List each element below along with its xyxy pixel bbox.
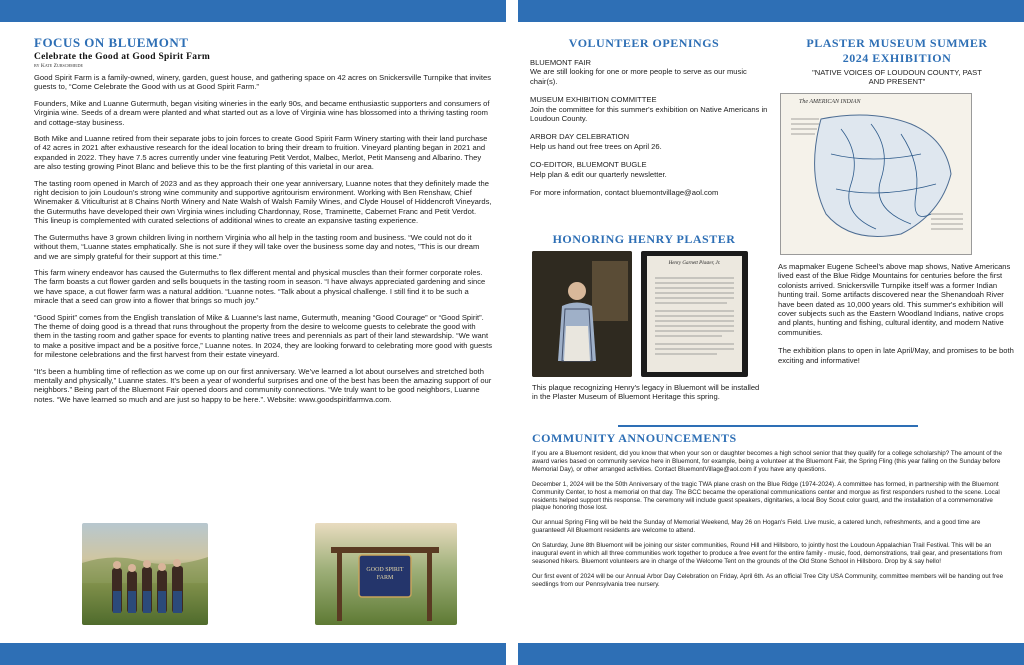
museum-paragraph: As mapmaker Eugene Scheel's above map shows, Native Americans lived east of the Blue Ridge Mountains for centuries before the first colonists arrived. Snickersville Turnpike itself was a former Indian hunting trail. Some artifacts discovered near the Shenandoah River have been dated as 10,000 years old. This summer's exhibition will cover subjects such as the Eastern Woodland Indians, native crops and plants, hunting and fishing, cultural identity, and modern Native communities.: [778, 262, 1011, 337]
map-title: The AMERICAN INDIAN: [799, 99, 861, 105]
sign-text-line: GOOD SPIRIT: [366, 567, 404, 573]
article-title: Celebrate the Good at Good Spirit Farm: [34, 52, 211, 62]
article-paragraph: “Good Spirit” comes from the English translation of Mike & Luanne’s last name, Gutermuth, meaning “Good Courage” or “Good Spirit”. The theme of doing good is a thread that runs throughout the property from the desire to welcome guests to celebrate the good with them in the tasting room and gather space for events to planting native trees and perennials as part of their land stewardship. “We want to make a positive impact and be a positive force,” Luanne notes. In 2024, they are looking forward to celebrating more good with guests for milestone celebrations and the first harvest from their estate vineyard.: [34, 312, 493, 360]
community-paragraph: On Saturday, June 8th Bluemont will be joining our sister communities, Round Hill and Hillsboro, to jointly host the Loudoun Appalachian Trail Festival. This will be an inaugural event in which all three communities work together to produce a free event for the entire family - music, food, demonstrations, trail gear, and presentations from seasoned hikers. Bluemont volunteers are in charge of the Welcome Tent on the grounds of the Old Stone School in Hillsboro. Drop by & say hello!: [532, 542, 1003, 565]
volunteer-item: [530, 160, 770, 179]
plaque-title: Henry Garnett Plaster, Jr.: [668, 261, 721, 266]
community-body: [532, 450, 1010, 589]
section-divider: [618, 425, 918, 427]
community-paragraph: December 1, 2024 will be the 50th Anniversary of the tragic TWA plane crash on the Blue Ridge (1974-2024). A committee has formed, in partnership with the Bluemont Community Center, to host a memorial on that day. The BCC became the operational communications center and morgue as first responders rushed to the scene. Local residents helped support this response. The ceremony will include guest speakers, dignitaries, a local Boy Scout color guard, and the installation of a commemorative plaque honoring those lost.: [532, 480, 1000, 512]
henry-plaster-photo: [532, 251, 632, 377]
top-bar-left: [0, 0, 506, 22]
volunteer-text: Help plan & edit our quarterly newsletter.: [530, 169, 667, 179]
volunteer-text: Join the committee for this summer's exhibition on Native Americans in Loudoun County.: [530, 104, 768, 124]
article-paragraph: Both Mike and Luanne retired from their separate jobs to join forces to create Good Spirit Farm Winery starting with their land purchase of 42 acres in 2021 after exhaustive research for the ideal location to bring their dream to fruition. Vineyard planting began in 2021 and expanded in 2022. They have 7.5 acres currently under vine featuring Petit Verdot, Malbec, Merlot, Petit Manseng and Albarino. They are also testing growing Pinot Blanc and believe this to be the first planting of this varietal in our area.: [34, 134, 488, 172]
plaque-text-lines: [647, 266, 742, 366]
bottom-bar-left: [0, 643, 506, 665]
left-page: [0, 0, 506, 665]
honoring-title: HONORING HENRY PLASTER: [552, 232, 736, 246]
museum-paragraph: The exhibition plans to open in late April/May, and promises to be both exciting and informative!: [778, 346, 1014, 365]
volunteer-heading: MUSEUM EXHIBITION COMMITTEE: [530, 95, 657, 105]
volunteer-heading: CO-EDITOR, BLUEMONT BUGLE: [530, 160, 647, 170]
museum-title-line2: 2024 EXHIBITION: [842, 51, 952, 65]
volunteer-title: VOLUNTEER OPENINGS: [568, 36, 720, 50]
article-paragraph: “It’s been a humbling time of reflection as we come up on our first anniversary. We’ve learned a lot about ourselves and stretched both mentally and physically,” Luanne states. It’s been a year of wonderful surprises and one of the best has been the amazing support of our neighbors.” Being part of the Bluemont Fair opened doors and community connections. “We truly want to be good neighbors, Luanne notes. “We have learned so much and are just so happy to be here.”. Website: www.goodspiritfarmva.com.: [34, 366, 492, 404]
volunteer-contact: For more information, contact bluemontvillage@aol.com: [530, 188, 719, 198]
article-paragraph: The Gutermuths have 3 grown children living in northern Virginia who all help in the tasting room and business. “We could not do it without them, “Luanne states emphatically. She is not sure if they will take over the business some day and notes, "This is our dream and we are simply grateful for their support at this time.": [34, 232, 480, 261]
family-vineyard-photo: [82, 523, 208, 625]
section-title: FOCUS ON BLUEMONT: [34, 35, 189, 50]
volunteer-text: We are still looking for one or more people to serve as our music chair(s).: [530, 67, 747, 86]
volunteer-text: Help us hand out free trees on April 26.: [530, 141, 662, 151]
bottom-bar-right: [518, 643, 1024, 665]
article-paragraph: Founders, Mike and Luanne Gutermuth, began visiting wineries in the early 90s, and became enthusiastic supporters and consumers of Virginia wine. Seeds of a dream were planted and what started out as a love of Virginia wine has blossomed into a thriving tasting room and cottage-stay business.: [34, 98, 490, 127]
museum-subtitle: "NATIVE VOICES OF LOUDOUN COUNTY, PAST AND PRESENT": [812, 68, 982, 87]
plaque-caption: This plaque recognizing Henry's legacy in Bluemont will be installed in the Plaster Museum of Bluemont Heritage this spring.: [532, 383, 760, 402]
community-paragraph: If you are a Bluemont resident, did you know that when your son or daughter becomes a high school senior that they qualify for a college scholarship? The amount of the award varies based on community service here in Bluemont, for example, being a volunteer at the Bluemont Fair, the Spring Fling (this year falling on the Sunday before Memorial Day), or other arranged activities. Contact BluemontVillage@aol.com if you have any questions.: [532, 450, 1002, 473]
article-paragraph: The tasting room opened in March of 2023 and as they approach their one year anniversary, Luanne notes that they definitely made the right decision to join Loudoun’s strong wine community and supportive agritourism environment. Working with Ben Renshaw, Chief Winemaker & Viticulturist at 8 Chains North Winery and Nate Walsh of Walsh Family Wines, and Clyde Housel of Hiddencroft Vineyards, the Gutermuths have developed their own Virginia wines including Chardonnay, Rose, Traminette, Cabernet Franc and Petit Verdot. This lineup is complemented with curated selections of additional wines to create an expansive tasting experience.: [34, 178, 492, 226]
volunteer-item: [530, 95, 770, 123]
sign-text-line: FARM: [376, 575, 394, 581]
volunteer-heading: ARBOR DAY CELEBRATION: [530, 132, 630, 142]
plaque-image: [641, 251, 748, 377]
article-body: [34, 73, 492, 411]
article-paragraph: Good Spirit Farm is a family-owned, winery, garden, guest house, and gathering space on 42 acres on Snickersville Turnpike that invites guests to, “Come Celebrate the Good with us at Good Spirit Farm.”: [34, 73, 491, 92]
community-title: COMMUNITY ANNOUNCEMENTS: [532, 431, 737, 445]
right-page: [518, 0, 1024, 665]
article-paragraph: This farm winery endeavor has caused the Gutermuths to flex different mental and physical muscles than their former corporate roles. The farm boasts a cut flower garden and sells bouquets in the tasting room in season. “I have always appreciated gardening and since we have space, a cut flower farm was a natural addition. “Luanne notes. “Talk about a physical challenge. I still find it to be such a miracle that a seed can grow into a flower that brings so much joy.”: [34, 267, 486, 306]
volunteer-item: [530, 132, 770, 151]
community-paragraph: Our first event of 2024 will be our Annual Arbor Day Celebration on Friday, April 6th. As an official Tree City USA Community, committee members will be handing out free seedlings from our Pennsylvania tree nursery.: [532, 572, 1004, 588]
native-american-map: [780, 93, 972, 255]
page-gutter: [506, 0, 518, 665]
volunteer-section: [530, 58, 770, 197]
museum-title-line1: PLASTER MUSEUM SUMMER: [806, 36, 988, 50]
community-paragraph: Our annual Spring Fling will be held the Sunday of Memorial Weekend, May 26 on Hogan's Field. Live music, a catered lunch, refreshments, and a good time are guaranteed! All Bluemont residents are welcome to attend.: [532, 519, 981, 535]
byline: by Kate Zurschmeide: [34, 63, 83, 69]
top-bar-right: [518, 0, 1024, 22]
volunteer-item: [530, 58, 770, 86]
plaque-panel: [647, 256, 742, 372]
farm-sign-photo: [315, 523, 457, 625]
museum-body: [778, 262, 1014, 365]
volunteer-heading: BLUEMONT FAIR: [530, 58, 592, 67]
